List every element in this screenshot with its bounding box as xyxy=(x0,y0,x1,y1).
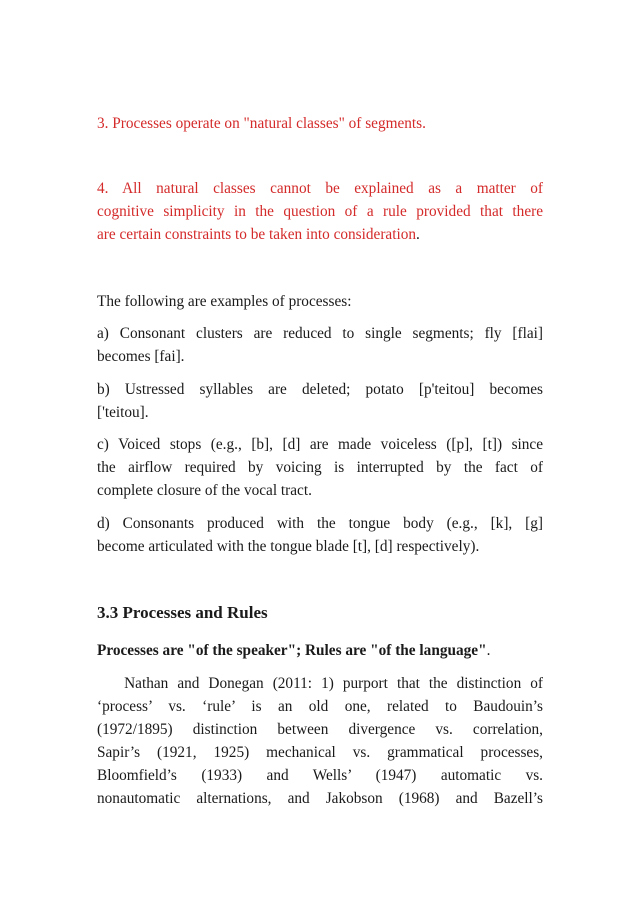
example-c-line-3: complete closure of the vocal tract. xyxy=(97,482,312,499)
example-c-line-1: c) Voiced stops (e.g., [b], [d] are made voiceless ([p], [t]) since xyxy=(97,436,543,453)
example-c xyxy=(97,433,543,502)
example-d-line-2: become articulated with the tongue blade [t], [d] respectively). xyxy=(97,538,480,555)
paragraph-line-6: nonautomatic alternations, and Jakobson (1968) and Bazell’s xyxy=(97,790,543,807)
list-item-3: 3. Processes operate on "natural classes" of segments. xyxy=(97,115,426,132)
item4-line-1: 4. All natural classes cannot be explained as a matter of xyxy=(97,180,543,197)
bold-statement: Processes are "of the speaker"; Rules are "of the language" xyxy=(97,642,487,659)
paragraph-line-3: (1972/1895) distinction between divergence vs. correlation, xyxy=(97,721,543,738)
paragraph-line-1: Nathan and Donegan (2011: 1) purport that the distinction of xyxy=(97,675,543,692)
section-heading: 3.3 Processes and Rules xyxy=(97,603,268,622)
body-paragraph xyxy=(97,672,543,810)
example-c-line-2: the airflow required by voicing is interrupted by the fact of xyxy=(97,459,543,476)
example-b-line-1: b) Ustressed syllables are deleted; potato [p'teitou] becomes xyxy=(97,381,543,398)
example-d xyxy=(97,512,543,558)
paragraph-line-4: Sapir’s (1921, 1925) mechanical vs. grammatical processes, xyxy=(97,744,543,761)
item4-period: . xyxy=(416,226,420,243)
paragraph-line-5: Bloomfield’s (1933) and Wells’ (1947) automatic vs. xyxy=(97,767,543,784)
example-b-line-2: ['teitou]. xyxy=(97,404,149,421)
example-a-line-1: a) Consonant clusters are reduced to single segments; fly [flai] xyxy=(97,325,543,342)
examples-intro: The following are examples of processes: xyxy=(97,293,352,310)
item4-line-2: cognitive simplicity in the question of a rule provided that there xyxy=(97,203,543,220)
bold-statement-line xyxy=(97,639,543,662)
example-d-line-1: d) Consonants produced with the tongue body (e.g., [k], [g] xyxy=(97,515,543,532)
example-a-line-2: becomes [fai]. xyxy=(97,348,185,365)
paragraph-line-2: ‘process’ vs. ‘rule’ is an old one, related to Baudouin’s xyxy=(97,698,543,715)
list-item-4 xyxy=(97,177,543,246)
item4-line-3-text: are certain constraints to be taken into consideration xyxy=(97,226,416,243)
item4-line-3 xyxy=(97,223,543,246)
example-a xyxy=(97,322,543,368)
bold-statement-period: . xyxy=(486,642,491,659)
example-b xyxy=(97,378,543,424)
